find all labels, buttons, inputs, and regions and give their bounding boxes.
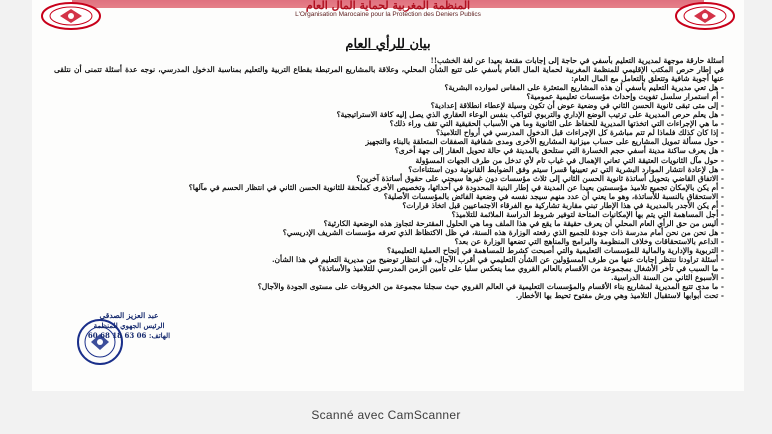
body-paragraph: - هل تعي مديرية التعليم بأسفي أن هذه المشاريع المتعثرة على المقاس لموارده البشرية؟ [444,83,724,93]
body-paragraph: - تحت أبوابها لاستقبال التلاميذ وهي ورش مفتوح تحيط بها الأخطار. [515,291,724,301]
body-paragraph: في إطار حرص المكتب الإقليمي للمنظمة المغربية لحماية المال العام بأسفي على تتبع الشأن المحلي، وعلاقة بالمشاريع المرتبطة بقطاع التربية والتعليم بمناسبة الدخول المدرسي، نوجه عدة أسئلة تتمنى أن نتلقى عنها أجوبة شافية وتتعلق بالتعامل مع المال العام: [54,65,724,84]
body-paragraph: - إذا كان كذلك فلماذا لم تتم مباشرة كل الإجراءات قبل الدخول المدرسي في أرواح التلاميذ؟ [435,128,724,138]
body-paragraph: أسئلة حارقة موجهة لمديرية التعليم بأسفي في حاجة إلى إجابات مقنعة بعيدا عن لغة الخشب!! [430,56,724,65]
organization-logo-left [38,0,104,32]
signatory-phone: الهاتف: 06 63 18 68 60 [87,331,171,340]
body-paragraph: - الداعم بالاستحقاقات وخلاف المنظومة والبرامج والمناهج التي تضعها الوزارة عن بعد؟ [454,236,724,246]
body-paragraph: - ما السبب في تأخر الأشغال بمجموعة من الأقسام بالعالم القروي مما ينعكس سلبا على تأمين الزمن المدرسي للتلاميذ والأساتذة؟ [317,264,724,274]
document-title: بيان للرأي العام [345,37,431,52]
body-paragraph: - أسئلة تراودنا ننتظر إجابات عنها من طرف المسؤولين عن الشأن التعليمي في أقرب الآجال، في انتظار توضيح من مديرية التعليم في هذا الشأن. [271,255,724,265]
body-paragraph: - هل يعرف ساكنة مدينة أسفي حجم الخسارة التي ستلحق بالمدينة في حالة تحويل العقار إلى جهة أخرى؟ [394,146,724,156]
body-paragraph: - حول مآل الثانويات العتيقة التي تعاني الإهمال في غياب تام لأي تدخل من طرف الجهات المسؤولة [415,155,724,165]
signatory-name: عبد العزيز الصدقي [99,311,159,320]
letterhead-arabic: المنظمة المغربية لحماية المال العام [305,0,471,12]
signature-block [54,311,204,351]
scanned-document [32,0,744,391]
body-paragraph: - أجل المساهمة التي يتم بها الإمكانيات المتاحة لتوفير شروط الدراسة الملائمة للتلاميذ؟ [451,209,724,219]
body-paragraph: - ما مدى تتبع المديرية لمشاريع بناء الأقسام والمؤسسات التعليمية في العالم القروي حيث سجلنا مجموعة من الخروقات على مستوى الجودة والآجال؟ [257,282,724,292]
body-paragraph: - هل نحن من نحن أمام مدرسة ذات جودة للجميع الذي رفعته الوزارة هذه السنة، في ظل الاكتظاظ الذي تعرفه مؤسسات الشريف الإدريسي؟ [282,227,724,237]
body-paragraph: - أم يكن بالإمكان تجميع تلاميذ مؤسستين بعيدا عن المدينة في إطار البنية المحدودة في أحداثها، وتخصيص الأخرى كملحقة للثانوية الحسن الثاني في انتظار الحسم في مآلها؟ [188,182,724,192]
body-paragraph: - حول مسألة تمويل المشاريع على حساب ميزانية المشاريع الأخرى ومدى شفافية الصفقات المتعلقة بالبناء والتجهيز [365,137,724,147]
body-paragraph: - الاتفاق القاضي بتحويل أساتذة ثانوية الحسن الثاني إلى ثلاث مؤسسات دون غيرها سيجني على حقوق أساتذة آخرين؟ [356,173,724,183]
body-paragraph: - أم استمرار سلسل تفويت وإحداث مؤسسات تعليمية عمومية؟ [526,92,724,102]
organization-logo-right [672,0,738,32]
body-paragraph: - التربوية والإدارية والمالية للمؤسسات التعليمية والتي أصبحت كشرط للمساهمة في إنجاح العملية التعليمية؟ [387,245,724,255]
body-paragraph: - الأسبوع الثاني من السنة الدراسية. [611,273,724,283]
body-paragraph: - هل يعلم حرص المديرية على ترتيب الوضع الإداري والتربوي لتواكب بنفس الوعاء العقاري الذي يصل إليه كافة الاستراتيجية؟ [336,110,724,120]
body-paragraph: - إلى متى تبقى ثانوية الحسن الثاني في وضعية عوض أن تكون وسيلة لإعطاء انطلاقة إعدادية؟ [430,101,724,111]
body-paragraph: - أليس من حق الرأي العام المحلي أن يعرف حقيقة ما يقع في هذا الملف وما هي الحلول المقترحة لتجاوز هذه الوضعية الكارثية؟ [323,218,724,228]
signatory-role: الرئيس الجهوي للمنظمة [93,321,165,330]
body-paragraph: - أم يكن الأجدر بالمديرية في هذا الإطار تبني مقاربة تشاركية مع الفرقاء الاجتماعيين قبل اتخاذ قرارات؟ [402,200,724,210]
letterhead [142,0,634,36]
body-paragraph: - ما هي الإجراءات التي اتخذتها المديرية للحفاظ على الثانوية وما هي الأسباب الحقيقية التي تقف وراء ذلك؟ [389,119,724,129]
letterhead-latin: L'Organisation Marocaine pour la Protection des Deniers Publics [295,10,481,18]
body-paragraph: - الاستحقاق بالنسبة للأساتذة، وهو ما يعني أن عدد منهم سيجد نفسه في وضعية الفائض بالمؤسسات الأصلية؟ [383,191,724,201]
camscanner-footer: Scanné avec CamScanner [311,408,461,422]
body-paragraph: - هل لإعادة انتشار الموارد البشرية التي تم تعيينها قسرا سيتم وفق الضوابط القانونية دون استثناءات؟ [408,164,724,174]
